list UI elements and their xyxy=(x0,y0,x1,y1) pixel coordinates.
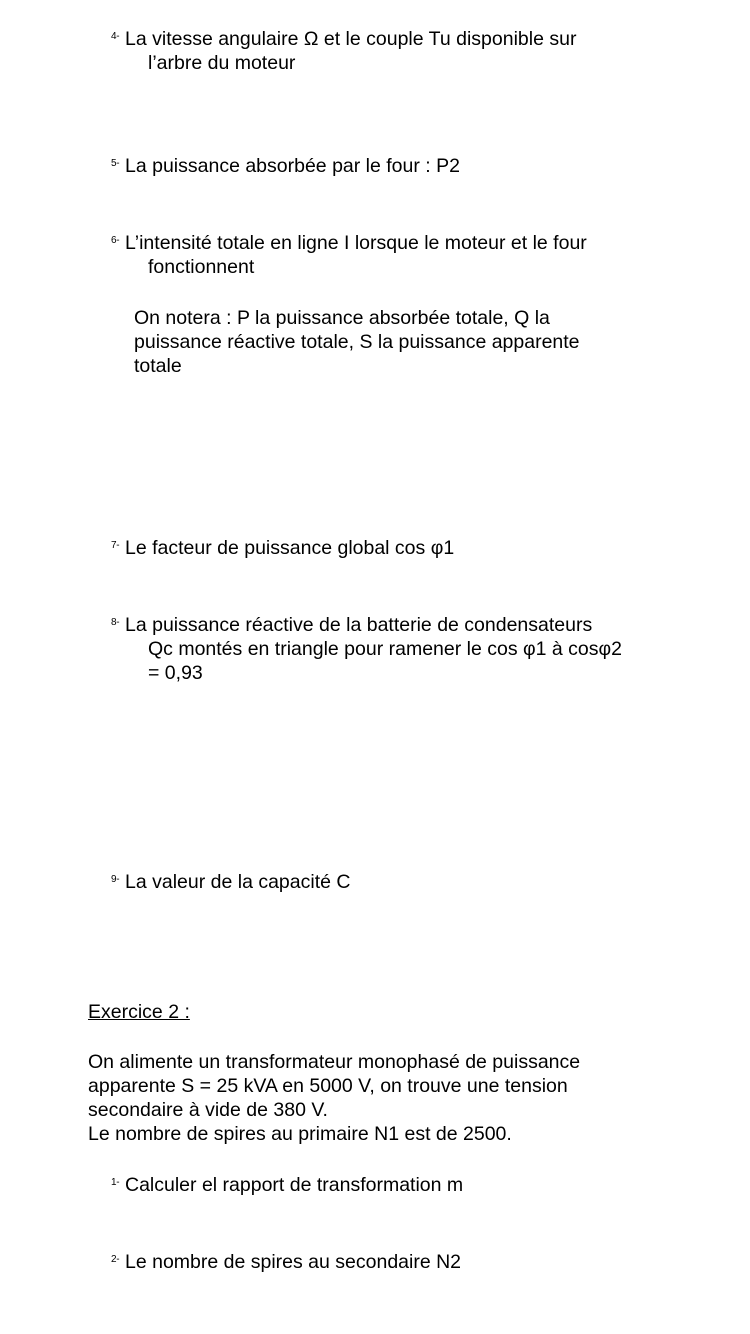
question-line: Calculer el rapport de transformation m xyxy=(125,1174,464,1196)
question-line: Le facteur de puissance global cos φ1 xyxy=(125,537,455,559)
question-text xyxy=(111,1250,701,1274)
note-paragraph xyxy=(134,306,654,378)
question-5 xyxy=(111,154,701,178)
question-line: La vitesse angulaire Ω et le couple Tu disponible sur xyxy=(125,28,577,50)
exercise-statement xyxy=(88,1050,688,1146)
note-line: On notera : P la puissance absorbée totale, Q la xyxy=(134,307,550,329)
question-line: La puissance réactive de la batterie de condensateurs xyxy=(125,614,593,636)
question-line: l’arbre du moteur xyxy=(148,52,296,74)
question-line: fonctionnent xyxy=(148,256,255,278)
question-number: 1- xyxy=(111,1177,120,1188)
question-number: 9- xyxy=(111,874,120,885)
question-line: La valeur de la capacité C xyxy=(125,871,351,893)
exercise2-question-1 xyxy=(111,1173,701,1197)
question-number: 4- xyxy=(111,31,120,42)
question-9 xyxy=(111,870,701,894)
question-line: Le nombre de spires au secondaire N2 xyxy=(125,1251,462,1273)
statement-line: Le nombre de spires au primaire N1 est de 2500. xyxy=(88,1123,512,1145)
question-7 xyxy=(111,536,701,560)
exercise2-question-2 xyxy=(111,1250,701,1274)
question-number: 2- xyxy=(111,1254,120,1265)
question-text xyxy=(111,1173,701,1197)
statement-line: secondaire à vide de 380 V. xyxy=(88,1099,328,1121)
question-line: = 0,93 xyxy=(148,662,203,684)
question-text xyxy=(111,27,701,75)
statement-line: apparente S = 25 kVA en 5000 V, on trouve une tension xyxy=(88,1075,568,1097)
statement-line: On alimente un transformateur monophasé de puissance xyxy=(88,1051,581,1073)
question-4 xyxy=(111,27,701,75)
question-text xyxy=(111,231,701,279)
question-text xyxy=(111,613,701,685)
question-text xyxy=(111,536,701,560)
question-number: 7- xyxy=(111,540,120,551)
question-number: 6- xyxy=(111,235,120,246)
question-number: 5- xyxy=(111,158,120,169)
question-number: 8- xyxy=(111,617,120,628)
question-line: L’intensité totale en ligne I lorsque le moteur et le four xyxy=(125,232,587,254)
question-8 xyxy=(111,613,701,685)
note-line: puissance réactive totale, S la puissance apparente xyxy=(134,331,580,353)
question-line: La puissance absorbée par le four : P2 xyxy=(125,155,460,177)
exercise-heading: Exercice 2 : xyxy=(88,1001,190,1023)
note-line: totale xyxy=(134,355,182,377)
question-text xyxy=(111,154,701,178)
question-text xyxy=(111,870,701,894)
question-line: Qc montés en triangle pour ramener le cos φ1 à cosφ2 xyxy=(148,638,623,660)
question-6 xyxy=(111,231,701,279)
